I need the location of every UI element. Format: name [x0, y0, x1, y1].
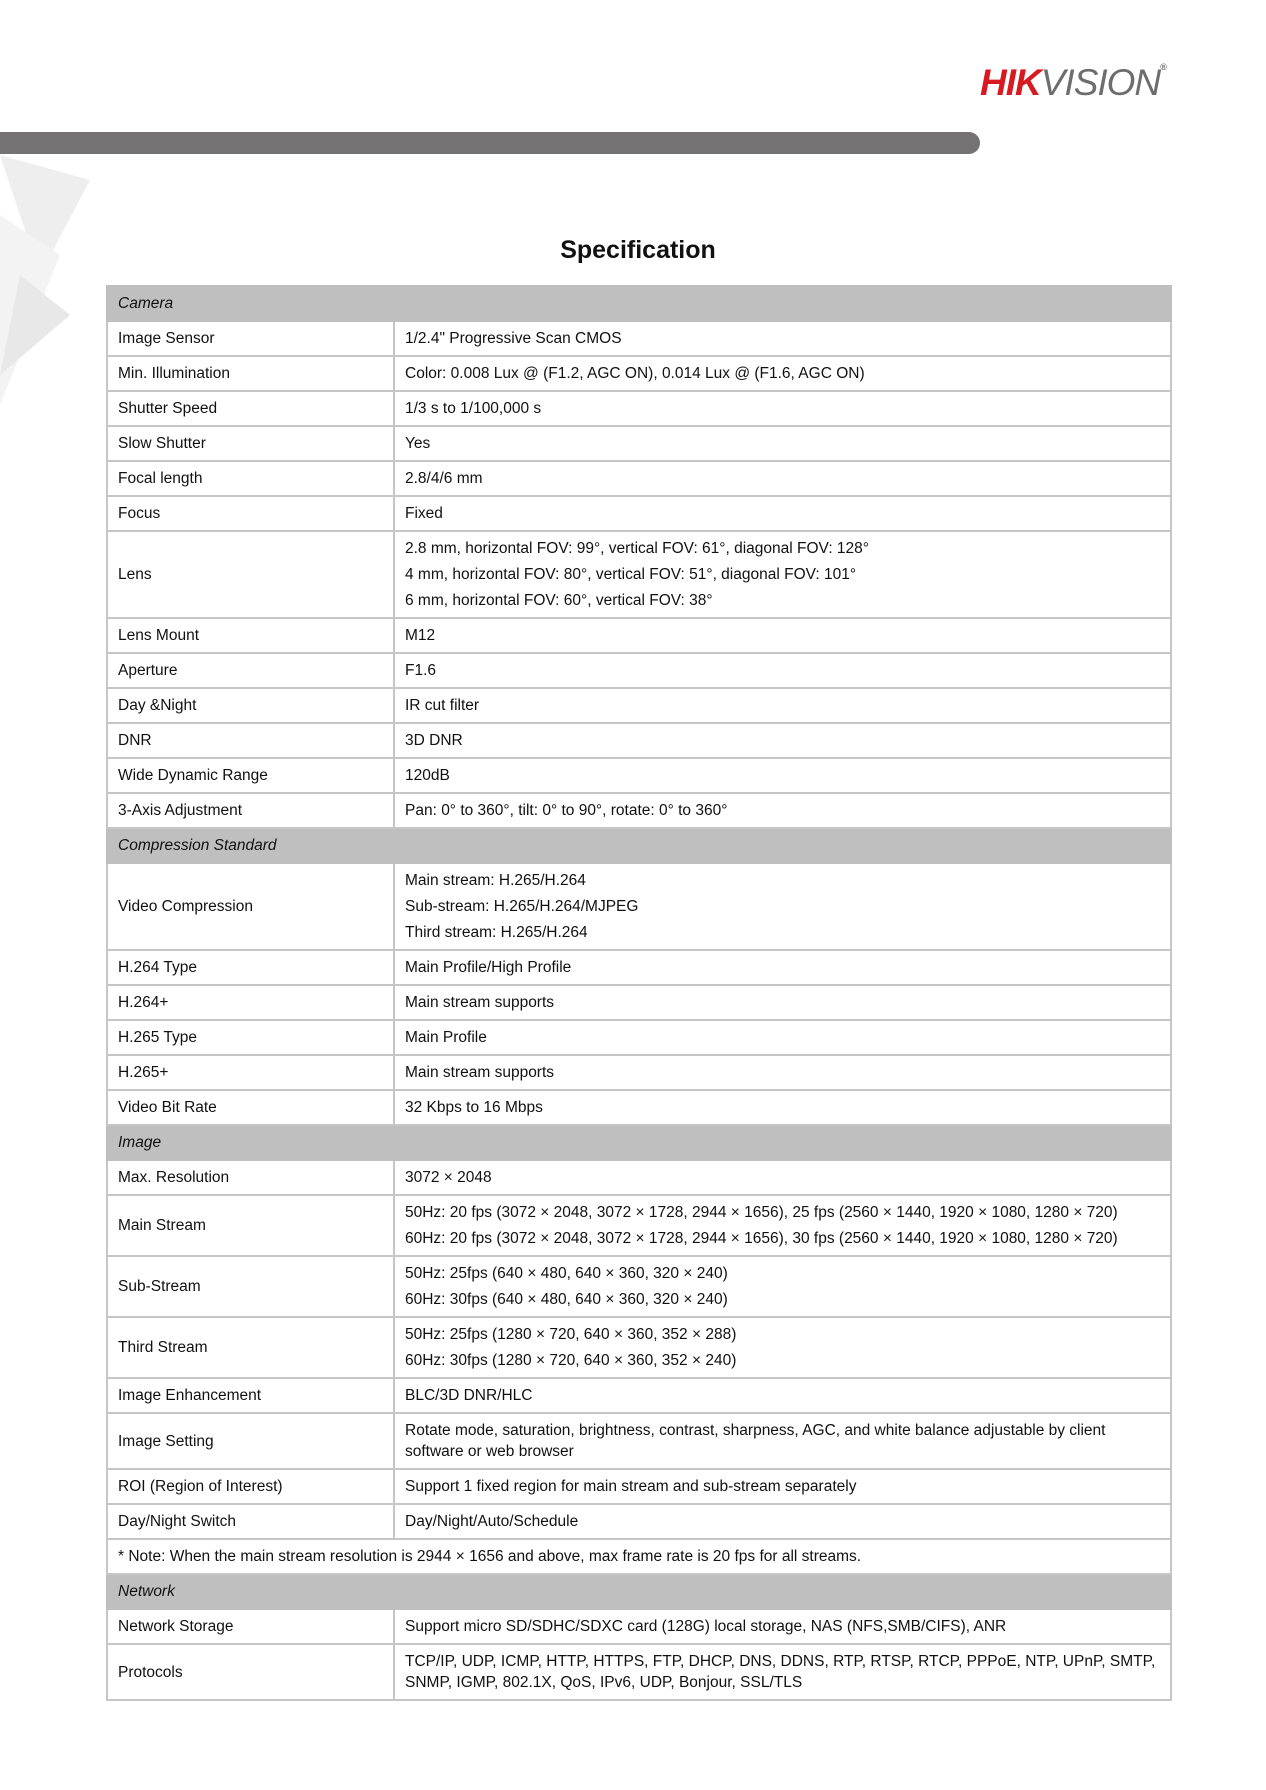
spec-label: DNR [107, 723, 394, 758]
spec-value [394, 985, 1171, 1020]
spec-value-line: Yes [405, 435, 431, 452]
spec-value [394, 758, 1171, 793]
spec-value [394, 950, 1171, 985]
spec-value-line: Support 1 fixed region for main stream and sub-stream separately [405, 1478, 857, 1495]
spec-value [394, 723, 1171, 758]
spec-label: Image Setting [107, 1413, 394, 1469]
spec-value-line: Fixed [405, 505, 443, 522]
spec-value [394, 1090, 1171, 1125]
section-header [107, 828, 1171, 863]
spec-value-line: 50Hz: 20 fps (3072 × 2048, 3072 × 1728, 2944 × 1656), 25 fps (2560 × 1440, 1920 × 1080, 1280 × 720) [405, 1204, 1118, 1221]
spec-value [394, 391, 1171, 426]
spec-row [107, 391, 1171, 426]
spec-row [107, 1020, 1171, 1055]
spec-row [107, 321, 1171, 356]
spec-value [394, 1504, 1171, 1539]
spec-value-line: BLC/3D DNR/HLC [405, 1387, 533, 1404]
spec-value [394, 531, 1171, 618]
spec-label: Focus [107, 496, 394, 531]
spec-value [394, 1644, 1171, 1700]
spec-value-line: Sub-stream: H.265/H.264/MJPEG [405, 898, 639, 915]
spec-value-line: Main Profile/High Profile [405, 959, 572, 976]
spec-value-line: 120dB [405, 767, 450, 784]
spec-row [107, 1644, 1171, 1700]
spec-label: Video Bit Rate [107, 1090, 394, 1125]
spec-row [107, 758, 1171, 793]
hikvision-logo [980, 62, 1166, 104]
section-header [107, 1125, 1171, 1160]
spec-value-line: 3D DNR [405, 732, 463, 749]
spec-row [107, 793, 1171, 828]
spec-row [107, 1256, 1171, 1317]
spec-label: Protocols [107, 1644, 394, 1700]
spec-label: Sub-Stream [107, 1256, 394, 1317]
spec-value [394, 618, 1171, 653]
spec-value-line: Day/Night/Auto/Schedule [405, 1513, 579, 1530]
spec-label: H.265 Type [107, 1020, 394, 1055]
spec-row [107, 1609, 1171, 1644]
spec-value [394, 1413, 1171, 1469]
section-title: Camera [107, 286, 1171, 321]
spec-value [394, 793, 1171, 828]
spec-value [394, 461, 1171, 496]
spec-value [394, 1469, 1171, 1504]
spec-value [394, 356, 1171, 391]
spec-row [107, 618, 1171, 653]
spec-value-line: 4 mm, horizontal FOV: 80°, vertical FOV: 51°, diagonal FOV: 101° [405, 566, 857, 583]
spec-value [394, 1160, 1171, 1195]
spec-value-line: Main Profile [405, 1029, 487, 1046]
spec-value-line: Main stream supports [405, 1064, 555, 1081]
spec-label: Min. Illumination [107, 356, 394, 391]
spec-label: Focal length [107, 461, 394, 496]
spec-value-line: 60Hz: 20 fps (3072 × 2048, 3072 × 1728, 2944 × 1656), 30 fps (2560 × 1440, 1920 × 1080, 1280 × 720) [405, 1230, 1118, 1247]
spec-row [107, 1469, 1171, 1504]
spec-row [107, 531, 1171, 618]
spec-value [394, 1055, 1171, 1090]
spec-value [394, 863, 1171, 950]
spec-value-line: F1.6 [405, 662, 437, 679]
logo-gray-text: VISION [1040, 62, 1161, 103]
spec-value [394, 688, 1171, 723]
spec-value [394, 1609, 1171, 1644]
spec-value-line: 1/3 s to 1/100,000 s [405, 400, 542, 417]
spec-value-line: 60Hz: 30fps (1280 × 720, 640 × 360, 352 × 240) [405, 1352, 737, 1369]
spec-label: H.265+ [107, 1055, 394, 1090]
spec-value [394, 321, 1171, 356]
spec-value-line: 50Hz: 25fps (1280 × 720, 640 × 360, 352 × 288) [405, 1326, 737, 1343]
spec-label: Network Storage [107, 1609, 394, 1644]
spec-label: Aperture [107, 653, 394, 688]
spec-row [107, 688, 1171, 723]
spec-label: Image Enhancement [107, 1378, 394, 1413]
spec-label: Day/Night Switch [107, 1504, 394, 1539]
logo-red-text: HIK [980, 62, 1041, 103]
spec-label: Shutter Speed [107, 391, 394, 426]
spec-value-line: Main stream supports [405, 994, 555, 1011]
spec-row [107, 1378, 1171, 1413]
spec-row [107, 950, 1171, 985]
spec-label: Wide Dynamic Range [107, 758, 394, 793]
section-title: Image [107, 1125, 1171, 1160]
spec-value [394, 1195, 1171, 1256]
spec-value [394, 426, 1171, 461]
spec-value-line: 2.8/4/6 mm [405, 470, 483, 487]
spec-value-line: 60Hz: 30fps (640 × 480, 640 × 360, 320 × 240) [405, 1291, 728, 1308]
spec-value [394, 496, 1171, 531]
registered-mark: ® [1160, 62, 1166, 72]
spec-value-line: 32 Kbps to 16 Mbps [405, 1099, 543, 1116]
spec-label: 3-Axis Adjustment [107, 793, 394, 828]
spec-label: Image Sensor [107, 321, 394, 356]
spec-row [107, 461, 1171, 496]
spec-label: Video Compression [107, 863, 394, 950]
spec-table [106, 285, 1172, 1701]
spec-label: H.264+ [107, 985, 394, 1020]
spec-value-line: 50Hz: 25fps (640 × 480, 640 × 360, 320 × 240) [405, 1265, 728, 1282]
spec-label: Lens [107, 531, 394, 618]
spec-value [394, 1378, 1171, 1413]
spec-value-line: Main stream: H.265/H.264 [405, 872, 586, 889]
spec-value [394, 1317, 1171, 1378]
spec-row [107, 1539, 1171, 1574]
spec-row [107, 985, 1171, 1020]
spec-label: Day &Night [107, 688, 394, 723]
spec-row [107, 1160, 1171, 1195]
spec-row [107, 426, 1171, 461]
note: * Note: When the main stream resolution is 2944 × 1656 and above, max frame rate is 20 fps for all streams. [107, 1539, 1171, 1574]
spec-value-line: 1/2.4" Progressive Scan CMOS [405, 330, 622, 347]
section-title: Network [107, 1574, 1171, 1609]
spec-row [107, 863, 1171, 950]
spec-label: ROI (Region of Interest) [107, 1469, 394, 1504]
spec-label: Third Stream [107, 1317, 394, 1378]
spec-row [107, 653, 1171, 688]
header-bar [0, 132, 980, 154]
section-header [107, 1574, 1171, 1609]
spec-value-line: Rotate mode, saturation, brightness, contrast, sharpness, AGC, and white balance adjustable by client software or web browser [405, 1422, 1106, 1460]
spec-value-line: Pan: 0° to 360°, tilt: 0° to 90°, rotate: 0° to 360° [405, 802, 728, 819]
spec-row [107, 1413, 1171, 1469]
spec-value-line: Support micro SD/SDHC/SDXC card (128G) local storage, NAS (NFS,SMB/CIFS), ANR [405, 1618, 1007, 1635]
spec-row [107, 1317, 1171, 1378]
spec-value-line: M12 [405, 627, 436, 644]
spec-value-line: 3072 × 2048 [405, 1169, 492, 1186]
section-header [107, 286, 1171, 321]
spec-value-line: Third stream: H.265/H.264 [405, 924, 588, 941]
spec-value-line: IR cut filter [405, 697, 480, 714]
spec-label: Max. Resolution [107, 1160, 394, 1195]
spec-value [394, 653, 1171, 688]
spec-value [394, 1256, 1171, 1317]
spec-label: Lens Mount [107, 618, 394, 653]
spec-value-line: TCP/IP, UDP, ICMP, HTTP, HTTPS, FTP, DHCP, DNS, DDNS, RTP, RTSP, RTCP, PPPoE, NTP, UPnP, SMTP, SNMP, IGMP, 802.1X, QoS, IPv6, UDP, Bonjour, SSL/TLS [405, 1653, 1156, 1691]
spec-value-line: 6 mm, horizontal FOV: 60°, vertical FOV: 38° [405, 592, 713, 609]
spec-value-line: Color: 0.008 Lux @ (F1.2, AGC ON), 0.014 Lux @ (F1.6, AGC ON) [405, 365, 865, 382]
section-title: Compression Standard [107, 828, 1171, 863]
spec-label: Main Stream [107, 1195, 394, 1256]
spec-row [107, 1090, 1171, 1125]
spec-label: Slow Shutter [107, 426, 394, 461]
spec-row [107, 356, 1171, 391]
spec-value [394, 1020, 1171, 1055]
spec-value-line: 2.8 mm, horizontal FOV: 99°, vertical FOV: 61°, diagonal FOV: 128° [405, 540, 869, 557]
spec-row [107, 1504, 1171, 1539]
page-title: Specification [560, 236, 716, 264]
spec-row [107, 1195, 1171, 1256]
spec-label: H.264 Type [107, 950, 394, 985]
spec-row [107, 1055, 1171, 1090]
spec-row [107, 496, 1171, 531]
spec-row [107, 723, 1171, 758]
decorative-shapes [0, 155, 95, 415]
